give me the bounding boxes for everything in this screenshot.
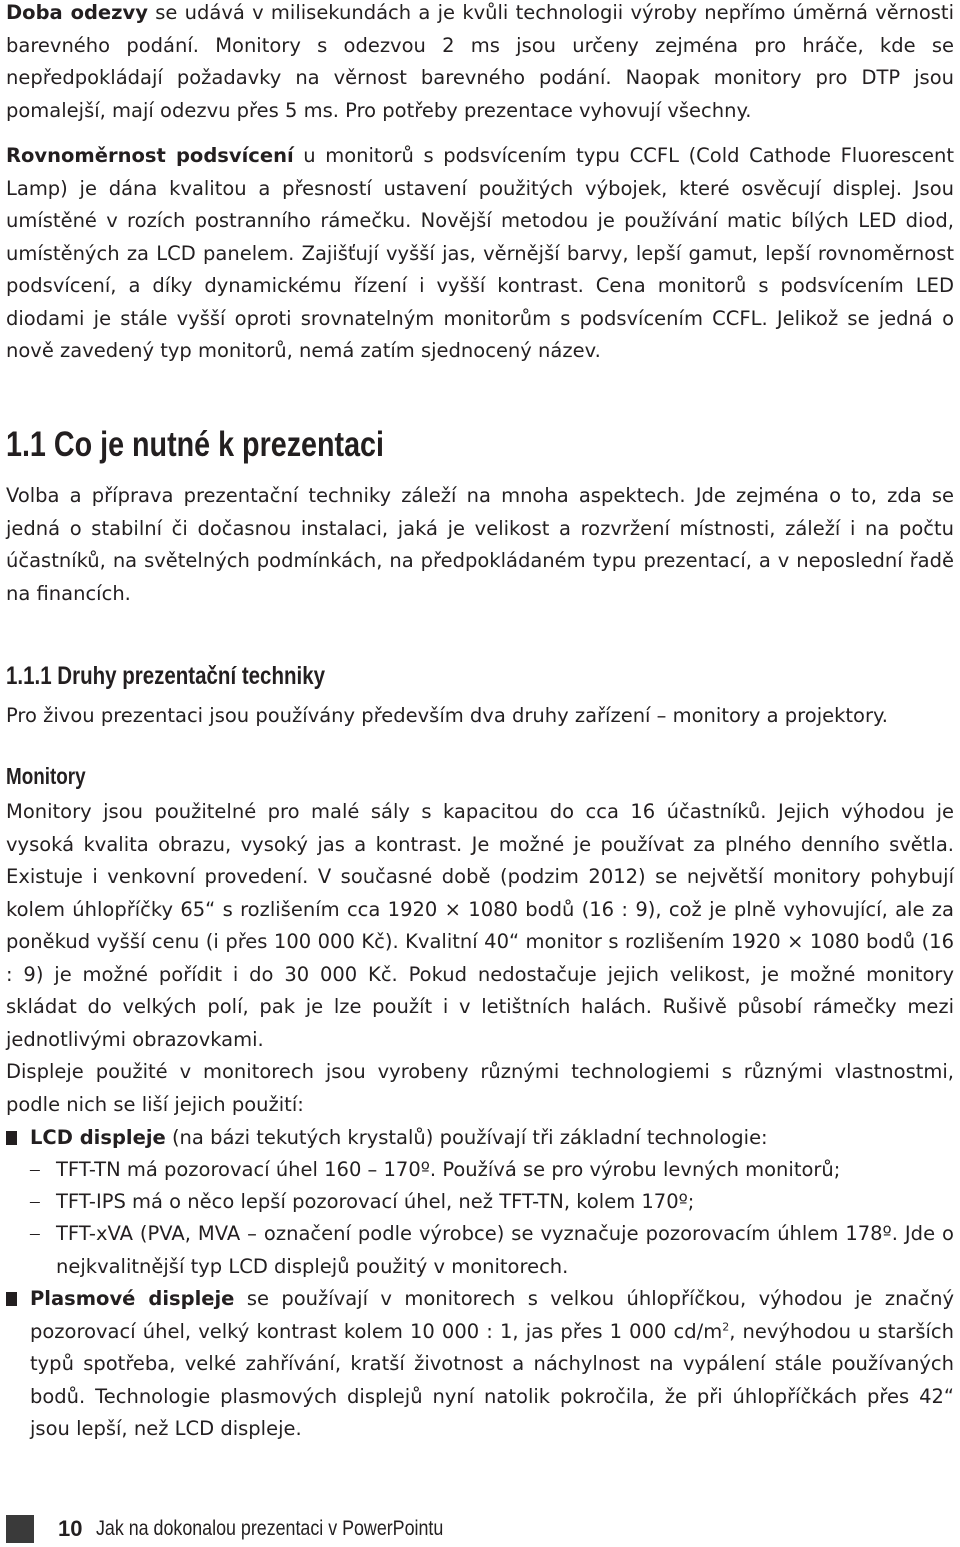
term-plasma: Plasmové displeje (30, 1287, 235, 1310)
dash-marker: – (30, 1191, 40, 1212)
list-item-lcd (6, 1122, 954, 1155)
list-item-plasma (6, 1283, 954, 1446)
paragraph-monitors: Monitory jsou použitelné pro malé sály s kapacitou do cca 16 účastníků. Jejich výhodou je vysoká kvalita obrazu, vysoký jas a kontrast. Je možné je používat za plného denního světla. Existuje i venkovní provedení. V současné době (podzim 2012) se největší monitory pohybují kolem úhlopříčky 65“ s rozlišením cca 1920 × 1080 bodů (16 : 9), což je plně vyhovující, ale za poněkud vyšší cenu (i přes 100 000 Kč). Kvalitní 40“ monitor s rozlišením 1920 × 1080 bodů (16 : 9) je možné pořídit i do 30 000 Kč. Pokud nedostačuje jejich velikost, je možné monitory skládat do velkých polí, pak je lze použít i v letištních halách. Rušivě působí rámečky mezi jednotlivými obrazovkami. (6, 800, 954, 1051)
list-item-text: se používají v monitorech s velkou úhlopříčkou, výhodou je značný pozorovací úhel, velký kontrast kolem 10 000 : 1, jas přes 1 000 cd/m (30, 1287, 954, 1343)
dash-item-xva (6, 1218, 954, 1283)
dash-item-ips (6, 1186, 954, 1219)
term-response-time: Doba odezvy (6, 1, 148, 24)
dash-marker: – (30, 1159, 40, 1180)
term-backlight: Rovnoměrnost podsvícení (6, 144, 294, 167)
paragraph-types: Pro živou prezentaci jsou používány především dva druhy zařízení – monitory a projektory. (6, 704, 888, 727)
paragraph-display-tech: Displeje použité v monitorech jsou vyrobeny různými technologiemi s různými vlastnostmi, podle nich se liší jejich použití: (6, 1060, 954, 1116)
superscript: 2 (722, 1320, 730, 1333)
list-item-text: (na bázi tekutých krystalů) používají tři základní technologie: (165, 1126, 768, 1149)
list-item-text: , nevýhodou u starších typů spotřeba, velké zahřívání, kratší životnost a náchylnost na vypálení stále používaných bodů. Technologie plasmových displejů nyní natolik pokročila, že při úhlopříčkách přes 42“ jsou lepší, než LCD displeje. (30, 1319, 954, 1440)
page-footer (6, 1514, 505, 1544)
paragraph-text: se udává v milisekundách a je kvůli technologii výroby nepřímo úměrná věrnosti barevného podání. Monitory s odezvou 2 ms jsou určeny zejména pro hráče, kde se nepředpokládají požadavky na věrnost barevného podání. Naopak monitory pro DTP jsou pomalejší, mají odezvu přes 5 ms. Pro potřeby prezentace vyhovují všechny. (6, 1, 954, 122)
paragraph-text: u monitorů s podsvícením typu CCFL (Cold Cathode Fluorescent Lamp) je dána kvalitou a přesností ustavení použitých výbojek, které osvěcují displej. Jsou umístěné v rozích postranního rámečku. Novější metodou je používání matic bílých LED diod, umístěných za LCD panelem. Zajišťují vyšší jas, věrnější barvy, lepší gamut, lepší rovnoměrnost podsvícení, a díky dynamickému řízení i vyšší kontrast. Cena monitorů s podsvícením LED diodami je stále vyšší oproti srovnatelným monitorům s podsvícením CCFL. Jelikož se jedná o nově zavedený typ monitorů, nemá zatím sjednocený název. (6, 144, 954, 362)
subsection-heading: 1.1.1 Druhy prezentační techniky (6, 662, 326, 690)
paragraph-response-time (6, 0, 954, 127)
page-number: 10 (58, 1516, 83, 1541)
dash-item-text: TFT-xVA (PVA, MVA – označení podle výrobce) se vyznačuje pozorovacím úhlem 178º. Jde o nejkvalitnější typ LCD displejů použitý v monitorech. (56, 1222, 954, 1278)
dash-item-tn (6, 1154, 954, 1187)
term-lcd: LCD displeje (30, 1126, 166, 1149)
paragraph-backlight (6, 140, 954, 368)
footer-title: Jak na dokonalou prezentaci v PowerPointu (96, 1517, 444, 1540)
dash-item-text: TFT-IPS má o něco lepší pozorovací úhel, než TFT-TN, kolem 170º; (56, 1190, 695, 1213)
paragraph-intro: Volba a příprava prezentační techniky záleží na mnoha aspektech. Jde zejména o to, zda se jedná o stabilní či dočasnou instalaci, jaká je velikost a rozvržení místnosti, záleží i na počtu účastníků, na světelných podmínkách, na předpokládaném typu prezentací, a v neposlední řadě na financích. (6, 484, 954, 605)
footer-square-icon (6, 1515, 34, 1543)
section-heading: 1.1 Co je nutné k prezentaci (6, 425, 384, 464)
subheading-monitors: Monitory (6, 763, 86, 789)
bullet-square-icon (6, 1283, 30, 1446)
bullet-square-icon (6, 1122, 30, 1155)
dash-item-text: TFT-TN má pozorovací úhel 160 – 170º. Používá se pro výrobu levných monitorů; (56, 1158, 841, 1181)
dash-marker: – (30, 1223, 40, 1244)
